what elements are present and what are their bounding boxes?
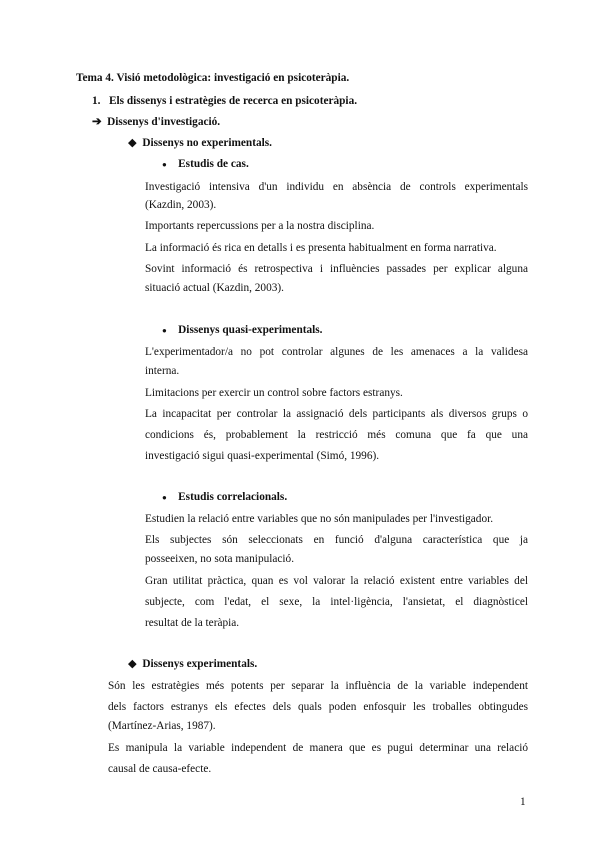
paragraph-line: (Kazdin, 2003). [145,199,217,211]
quasi-experimental-heading [162,323,323,338]
experimental-heading [128,657,257,671]
paragraph-line: situació actual (Kazdin, 2003). [145,282,284,294]
paragraph-line: (Martínez-Arias, 1987). [108,720,216,732]
page-title: Tema 4. Visió metodològica: investigació en psicoteràpia. [76,72,350,84]
paragraph-line: Importants repercussions per a la nostra disciplina. [145,220,375,232]
paragraph-line: Es manipula la variable independent de manera que es pugui determinar una relació [108,742,528,754]
paragraph-line: investigació sigui quasi-experimental (Simó, 1996). [145,450,380,462]
section-heading [92,94,357,108]
diamond-bullet-icon: ◆ [128,658,137,670]
no-experimental-heading-text: Dissenys no experimentals. [142,137,272,149]
paragraph-line: Són les estratègies més potents per separar la influència de la variable independent [108,680,528,692]
case-study-heading [162,157,249,172]
paragraph-line: resultat de la teràpia. [145,617,240,629]
arrow-heading [92,115,220,129]
paragraph-line: Sovint informació és retrospectiva i influències passades per explicar alguna [145,263,528,275]
page-number: 1 [520,796,526,808]
quasi-experimental-heading-text: Dissenys quasi-experimentals. [178,324,323,336]
round-bullet-icon: ● [162,493,167,502]
paragraph-line: Estudien la relació entre variables que no són manipulades per l'investigador. [145,513,494,525]
case-study-heading-text: Estudis de cas. [178,158,249,170]
experimental-heading-text: Dissenys experimentals. [142,658,258,670]
paragraph-line: dels factors estranys els efectes dels quals poden enfosquir les troballes obtingudes [108,701,528,713]
paragraph-line: condicions és, probablement la restricció més comuna que fa que una [145,429,528,441]
section-heading-text: Els dissenys i estratègies de recerca en psicoteràpia. [108,95,358,107]
arrow-icon: ➔ [92,116,102,128]
paragraph-line: posseeixen, no sota manipulació. [145,553,295,565]
no-experimental-heading [128,136,272,150]
correlational-heading-text: Estudis correlacionals. [178,491,288,503]
paragraph-line: Investigació intensiva d'un individu en absència de controls experimentals [145,181,528,193]
diamond-bullet-icon: ◆ [128,137,137,149]
section-number: 1. [92,95,101,107]
paragraph-line: interna. [145,365,180,377]
paragraph-line: La incapacitat per controlar la assignació dels participants als diversos grups o [145,408,528,420]
round-bullet-icon: ● [162,326,167,335]
paragraph-line: L'experimentador/a no pot controlar algunes de les amenaces a la validesa [145,346,528,358]
paragraph-line: Els subjectes són seleccionats en funció d'alguna característica que ja [145,534,528,546]
paragraph-line: Limitacions per exercir un control sobre factors estranys. [145,387,403,399]
paragraph-line: Gran utilitat pràctica, quan es vol valorar la relació existent entre variables del [145,575,528,587]
paragraph-line: causal de causa-efecte. [108,763,212,775]
round-bullet-icon: ● [162,160,167,169]
paragraph-line: La informació és rica en detalls i es presenta habitualment en forma narrativa. [145,242,497,254]
paragraph-line: subjecte, com l'edat, el sexe, la intel·ligència, l'ansietat, el diagnòsticel [145,596,528,608]
arrow-heading-text: Dissenys d'investigació. [107,116,221,128]
correlational-heading [162,490,287,505]
